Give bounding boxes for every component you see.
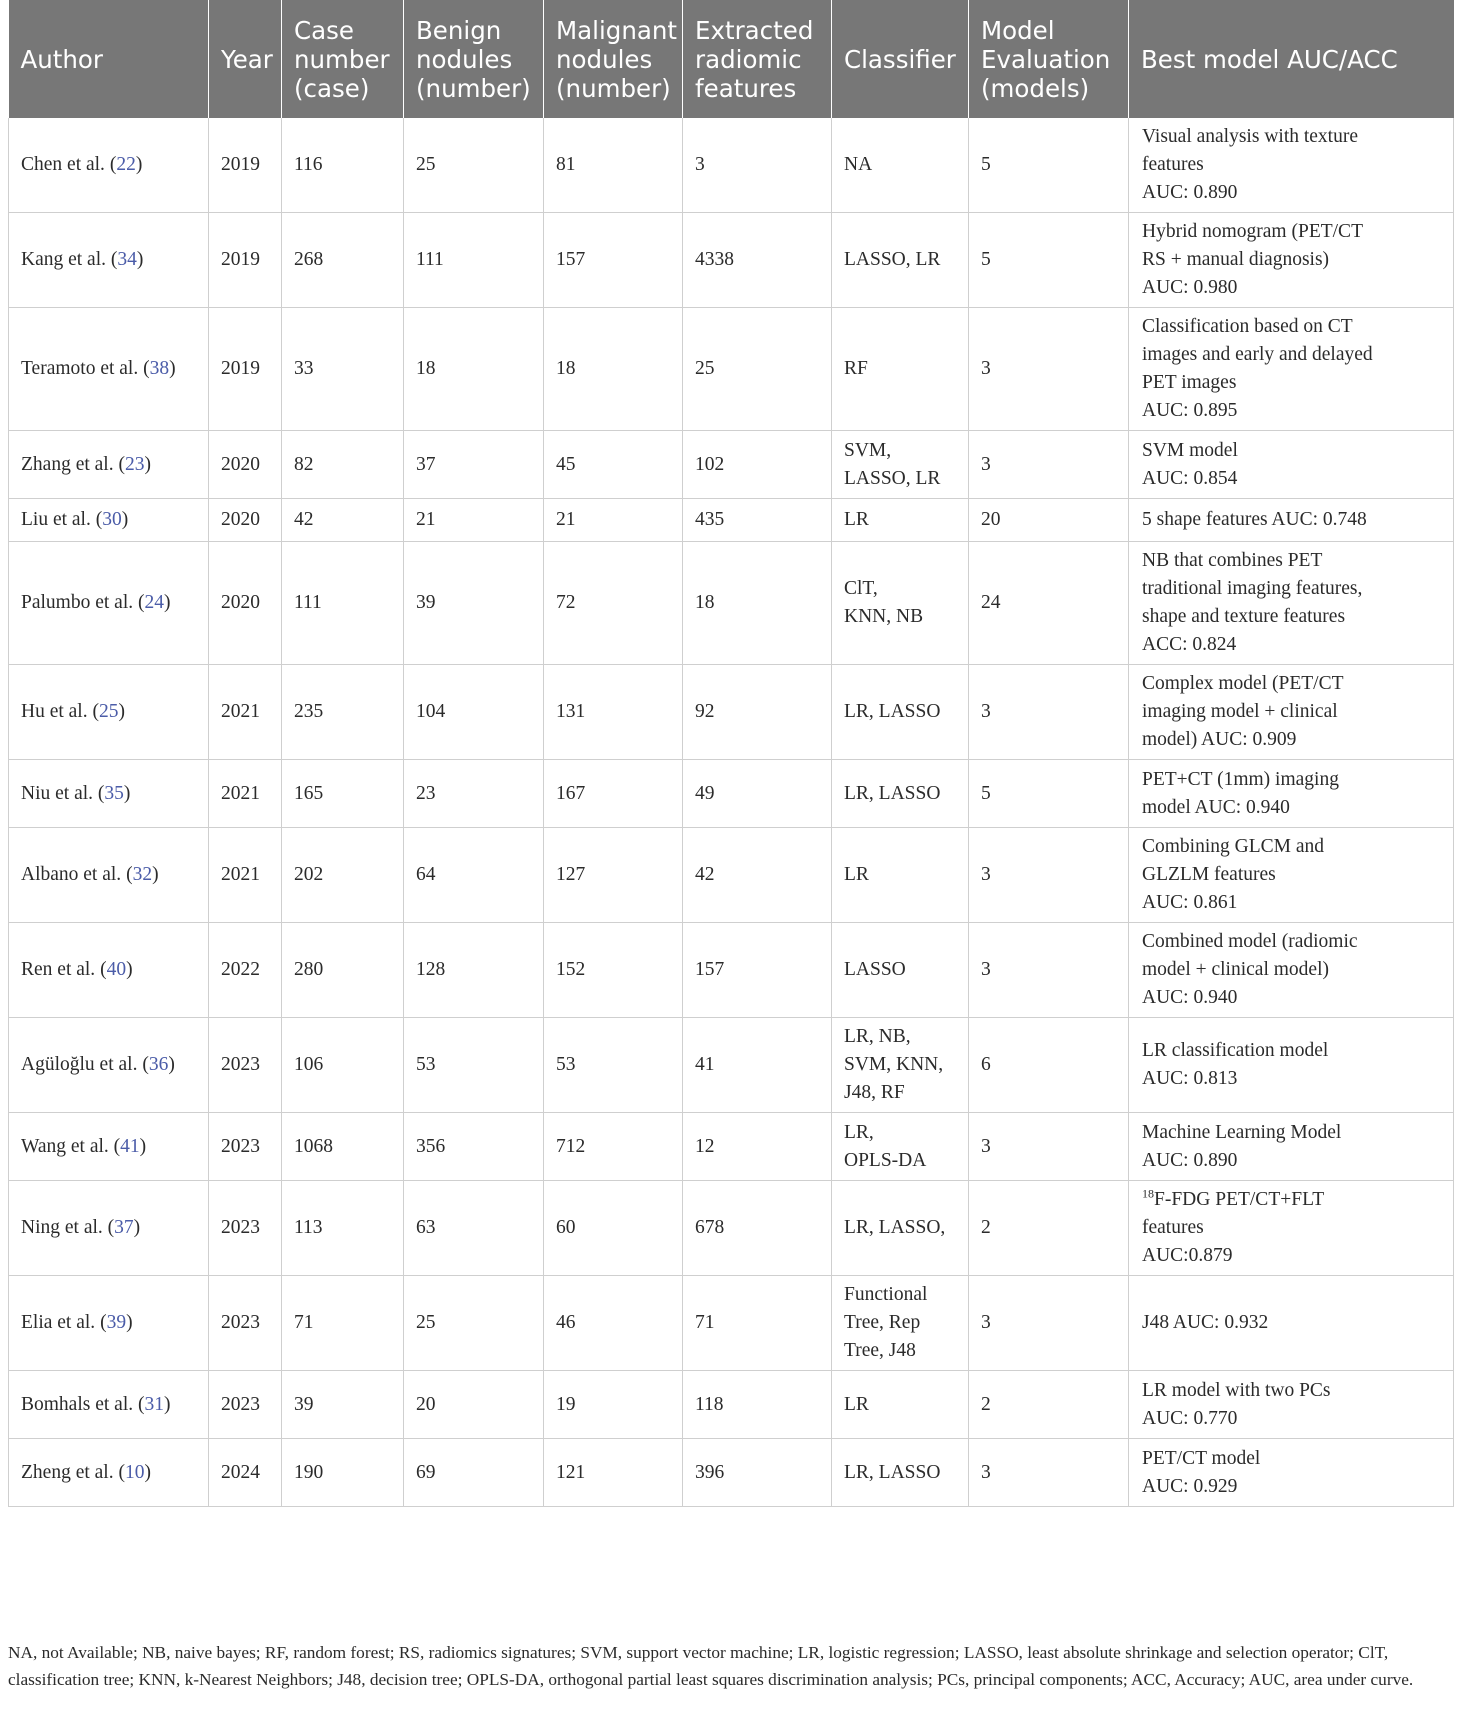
best-model-line: PET/CT model: [1142, 1447, 1261, 1469]
malignant-cell: 21: [544, 499, 683, 542]
classifier-line: LR: [844, 1393, 869, 1415]
classifier-cell: [832, 213, 969, 308]
case-number-cell: 190: [282, 1439, 404, 1507]
best-model-line: PET images: [1142, 372, 1237, 393]
features-cell: 435: [683, 499, 832, 542]
classifier-line: LR: [844, 864, 869, 885]
classifier-line: LASSO, LR: [844, 249, 941, 270]
model-evaluation-cell: 3: [969, 828, 1129, 923]
author-cell: Zhang et al. (23): [9, 431, 209, 499]
reference-link[interactable]: 24: [144, 592, 164, 613]
year-cell: 2020: [209, 431, 282, 499]
classifier-line: Functional: [844, 1284, 928, 1305]
year-cell: 2023: [209, 1113, 282, 1181]
classifier-line: SVM,: [844, 439, 892, 461]
best-model-line: ACC: 0.824: [1142, 634, 1237, 655]
malignant-cell: 18: [544, 308, 683, 431]
classifier-cell: [832, 542, 969, 665]
best-model-cell: [1129, 431, 1454, 499]
year-cell: 2023: [209, 1181, 282, 1276]
header-author: Author: [9, 0, 209, 118]
author-cell: Bomhals et al. (31): [9, 1371, 209, 1439]
case-number-cell: 116: [282, 118, 404, 213]
author-name: Bomhals et al.: [21, 1393, 134, 1415]
model-evaluation-cell: 3: [969, 431, 1129, 499]
reference-link[interactable]: 23: [124, 453, 145, 475]
best-model-line: Machine Learning Model: [1142, 1121, 1342, 1143]
best-model-cell: [1129, 665, 1454, 760]
classifier-cell: [832, 1439, 969, 1507]
classifier-line: LASSO: [844, 959, 906, 980]
reference-link[interactable]: 38: [149, 358, 170, 379]
author-cell: Ren et al. (40): [9, 923, 209, 1018]
best-model-line: RS + manual diagnosis): [1142, 249, 1330, 270]
header-classifier: Classifier: [832, 0, 969, 118]
best-model-line: Combined model (radiomic: [1142, 931, 1358, 952]
author-name: Palumbo et al.: [21, 592, 134, 613]
table-row: [9, 760, 1454, 828]
best-model-line: imaging model + clinical: [1142, 701, 1338, 722]
author-name: Agüloğlu et al.: [21, 1054, 138, 1075]
benign-cell: 63: [404, 1181, 544, 1276]
case-number-cell: 1068: [282, 1113, 404, 1181]
best-model-line: AUC: 0.980: [1142, 277, 1238, 298]
model-evaluation-cell: 3: [969, 1276, 1129, 1371]
best-model-line: F-FDG PET/CT+FLT: [1154, 1189, 1325, 1210]
classifier-line: SVM, KNN,: [844, 1054, 944, 1075]
classifier-line: LASSO, LR: [844, 467, 941, 489]
features-cell: 102: [683, 431, 832, 499]
reference-link[interactable]: 31: [144, 1393, 164, 1415]
benign-cell: 37: [404, 431, 544, 499]
features-cell: 396: [683, 1439, 832, 1507]
best-model-cell: [1129, 1018, 1454, 1113]
model-evaluation-cell: 24: [969, 542, 1129, 665]
classifier-line: Tree, J48: [844, 1340, 916, 1361]
reference-link[interactable]: 40: [106, 959, 127, 980]
features-cell: 3: [683, 118, 832, 213]
reference-link[interactable]: 37: [114, 1217, 134, 1238]
best-model-line: features: [1142, 154, 1204, 175]
best-model-line: Combining GLCM and: [1142, 836, 1325, 857]
best-model-line: GLZLM features: [1142, 864, 1276, 885]
header-year: Year: [209, 0, 282, 118]
author-cell: Albano et al. (32): [9, 828, 209, 923]
year-cell: 2020: [209, 542, 282, 665]
best-model-line: AUC: 0.770: [1142, 1407, 1238, 1429]
table-row: [9, 1113, 1454, 1181]
reference-link[interactable]: 36: [148, 1054, 169, 1075]
classifier-line: LR, LASSO: [844, 1461, 941, 1483]
benign-cell: 53: [404, 1018, 544, 1113]
author-name: Ning et al.: [21, 1217, 103, 1238]
classifier-cell: [832, 1113, 969, 1181]
features-cell: 18: [683, 542, 832, 665]
reference-link[interactable]: 34: [117, 249, 137, 270]
best-model-line: model + clinical model): [1142, 959, 1329, 980]
author-cell: Palumbo et al. (24): [9, 542, 209, 665]
author-name: Ren et al.: [21, 959, 96, 980]
best-model-line: model) AUC: 0.909: [1142, 729, 1297, 750]
reference-link[interactable]: 39: [106, 1312, 127, 1333]
classifier-line: LR, LASSO,: [844, 1217, 946, 1238]
model-evaluation-cell: 3: [969, 308, 1129, 431]
author-cell: Ning et al. (37): [9, 1181, 209, 1276]
classifier-cell: [832, 665, 969, 760]
classifier-line: LR, NB,: [844, 1026, 911, 1047]
benign-cell: 128: [404, 923, 544, 1018]
classifier-cell: [832, 828, 969, 923]
case-number-cell: 235: [282, 665, 404, 760]
author-name: Zheng et al.: [21, 1461, 114, 1483]
author-name: Liu et al.: [21, 509, 91, 530]
best-model-line: Visual analysis with texture: [1142, 126, 1358, 147]
table-footnote: NA, not Available; NB, naive bayes; RF, random forest; RS, radiomics signatures; SVM, support vector machine; LR, logistic regression; LASSO, least absolute shrinkage and selection operator; ClT, classification tree; KNN, k-Nearest Neighbors; J48, decision tree; OPLS-DA, orthogonal partial least squares discrimination analysis; PCs, principal components; ACC, Accuracy; AUC, area under curve.: [8, 1643, 1414, 1689]
best-model-line: NB that combines PET: [1142, 550, 1323, 571]
best-model-line: J48 AUC: 0.932: [1142, 1312, 1269, 1333]
best-model-line: 5 shape features AUC: 0.748: [1142, 509, 1367, 530]
table-row: [9, 213, 1454, 308]
year-cell: 2020: [209, 499, 282, 542]
benign-cell: 356: [404, 1113, 544, 1181]
table-container: [8, 0, 1453, 1507]
best-model-line: Classification based on CT: [1142, 316, 1353, 337]
best-model-cell: [1129, 1371, 1454, 1439]
best-model-cell: [1129, 1181, 1454, 1276]
classifier-line: LR: [844, 509, 869, 530]
features-cell: 4338: [683, 213, 832, 308]
benign-cell: 23: [404, 760, 544, 828]
best-model-line: LR classification model: [1142, 1040, 1329, 1061]
header-best-model: Best model AUC/ACC: [1129, 0, 1454, 118]
classifier-line: NA: [844, 154, 873, 175]
year-cell: 2024: [209, 1439, 282, 1507]
header-row: [9, 0, 1454, 118]
best-model-cell: [1129, 1276, 1454, 1371]
best-model-cell: [1129, 923, 1454, 1018]
case-number-cell: 165: [282, 760, 404, 828]
features-cell: 92: [683, 665, 832, 760]
year-cell: 2019: [209, 308, 282, 431]
case-number-cell: 280: [282, 923, 404, 1018]
classifier-line: LR, LASSO: [844, 782, 941, 804]
features-cell: 41: [683, 1018, 832, 1113]
malignant-cell: 121: [544, 1439, 683, 1507]
year-cell: 2023: [209, 1371, 282, 1439]
author-cell: Zheng et al. (10): [9, 1439, 209, 1507]
case-number-cell: 113: [282, 1181, 404, 1276]
table-row: [9, 431, 1454, 499]
best-model-line: LR model with two PCs: [1142, 1379, 1331, 1401]
case-number-cell: 42: [282, 499, 404, 542]
classifier-cell: [832, 1181, 969, 1276]
benign-cell: 21: [404, 499, 544, 542]
classifier-line: KNN, NB: [844, 606, 924, 627]
classifier-line: J48, RF: [844, 1082, 905, 1103]
best-model-line: AUC:0.879: [1142, 1245, 1233, 1266]
malignant-cell: 19: [544, 1371, 683, 1439]
model-evaluation-cell: 3: [969, 665, 1129, 760]
malignant-cell: 152: [544, 923, 683, 1018]
malignant-cell: 46: [544, 1276, 683, 1371]
best-model-line: traditional imaging features,: [1142, 578, 1363, 599]
best-model-cell: [1129, 1439, 1454, 1507]
classifier-cell: [832, 118, 969, 213]
classifier-cell: [832, 923, 969, 1018]
model-evaluation-cell: 3: [969, 923, 1129, 1018]
reference-link[interactable]: 32: [132, 864, 153, 885]
year-cell: 2021: [209, 760, 282, 828]
malignant-cell: 81: [544, 118, 683, 213]
header-case-number: Case number (case): [282, 0, 404, 118]
classifier-cell: [832, 1018, 969, 1113]
best-model-line: AUC: 0.895: [1142, 400, 1238, 421]
malignant-cell: 157: [544, 213, 683, 308]
reference-link[interactable]: 30: [102, 509, 122, 530]
benign-cell: 111: [404, 213, 544, 308]
best-model-cell: [1129, 828, 1454, 923]
benign-cell: 69: [404, 1439, 544, 1507]
author-cell: Wang et al. (41): [9, 1113, 209, 1181]
best-model-cell: [1129, 118, 1454, 213]
model-evaluation-cell: 3: [969, 1439, 1129, 1507]
case-number-cell: 106: [282, 1018, 404, 1113]
classifier-cell: [832, 1371, 969, 1439]
case-number-cell: 33: [282, 308, 404, 431]
author-cell: Agüloğlu et al. (36): [9, 1018, 209, 1113]
classifier-cell: [832, 760, 969, 828]
superscript: 18: [1142, 1186, 1154, 1201]
table-row: [9, 923, 1454, 1018]
best-model-cell: [1129, 542, 1454, 665]
malignant-cell: 712: [544, 1113, 683, 1181]
year-cell: 2022: [209, 923, 282, 1018]
author-cell: Kang et al. (34): [9, 213, 209, 308]
benign-cell: 25: [404, 1276, 544, 1371]
year-cell: 2021: [209, 665, 282, 760]
model-evaluation-cell: 3: [969, 1113, 1129, 1181]
author-name: Albano et al.: [21, 864, 122, 885]
classifier-line: LR,: [844, 1121, 874, 1143]
classifier-cell: [832, 431, 969, 499]
best-model-line: model AUC: 0.940: [1142, 796, 1290, 818]
author-name: Chen et al.: [21, 154, 105, 175]
best-model-line: AUC: 0.940: [1142, 987, 1238, 1008]
case-number-cell: 82: [282, 431, 404, 499]
table-row: [9, 1181, 1454, 1276]
header-benign-nodules: Benign nodules (number): [404, 0, 544, 118]
author-name: Teramoto et al.: [21, 358, 139, 379]
model-evaluation-cell: 2: [969, 1371, 1129, 1439]
table-row: [9, 499, 1454, 542]
malignant-cell: 72: [544, 542, 683, 665]
reference-link[interactable]: 35: [104, 782, 124, 804]
classifier-cell: [832, 308, 969, 431]
header-malignant-nodules: Malignant nodules (number): [544, 0, 683, 118]
classifier-line: ClT,: [844, 578, 878, 599]
malignant-cell: 53: [544, 1018, 683, 1113]
benign-cell: 64: [404, 828, 544, 923]
case-number-cell: 39: [282, 1371, 404, 1439]
author-cell: Teramoto et al. (38): [9, 308, 209, 431]
best-model-line: AUC: 0.813: [1142, 1068, 1238, 1089]
reference-link[interactable]: 25: [98, 701, 119, 722]
features-cell: 678: [683, 1181, 832, 1276]
author-cell: Elia et al. (39): [9, 1276, 209, 1371]
benign-cell: 18: [404, 308, 544, 431]
model-evaluation-cell: 5: [969, 118, 1129, 213]
year-cell: 2023: [209, 1018, 282, 1113]
benign-cell: 25: [404, 118, 544, 213]
model-evaluation-cell: 20: [969, 499, 1129, 542]
case-number-cell: 202: [282, 828, 404, 923]
author-name: Kang et al.: [21, 249, 107, 270]
malignant-cell: 60: [544, 1181, 683, 1276]
benign-cell: 39: [404, 542, 544, 665]
author-name: Niu et al.: [21, 782, 94, 804]
benign-cell: 20: [404, 1371, 544, 1439]
table-row: [9, 308, 1454, 431]
table-row: [9, 1018, 1454, 1113]
malignant-cell: 45: [544, 431, 683, 499]
features-cell: 71: [683, 1276, 832, 1371]
year-cell: 2019: [209, 118, 282, 213]
author-cell: Chen et al. (22): [9, 118, 209, 213]
features-cell: 49: [683, 760, 832, 828]
table-row: [9, 542, 1454, 665]
table-row: [9, 1371, 1454, 1439]
reference-link[interactable]: 22: [116, 154, 136, 175]
best-model-line: AUC: 0.929: [1142, 1475, 1238, 1497]
table-row: [9, 1276, 1454, 1371]
table-row: [9, 828, 1454, 923]
malignant-cell: 127: [544, 828, 683, 923]
header-model-evaluation: Model Evaluation (models): [969, 0, 1129, 118]
case-number-cell: 268: [282, 213, 404, 308]
author-name: Elia et al.: [21, 1312, 96, 1333]
best-model-line: Hybrid nomogram (PET/CT: [1142, 221, 1363, 242]
best-model-line: AUC: 0.890: [1142, 182, 1238, 203]
classifier-line: Tree, Rep: [844, 1312, 921, 1333]
features-cell: 118: [683, 1371, 832, 1439]
model-evaluation-cell: 6: [969, 1018, 1129, 1113]
case-number-cell: 71: [282, 1276, 404, 1371]
radiomics-studies-table: [8, 0, 1454, 1507]
best-model-line: AUC: 0.890: [1142, 1149, 1238, 1171]
features-cell: 25: [683, 308, 832, 431]
best-model-line: SVM model: [1142, 439, 1238, 461]
year-cell: 2019: [209, 213, 282, 308]
best-model-line: AUC: 0.854: [1142, 467, 1238, 489]
model-evaluation-cell: 2: [969, 1181, 1129, 1276]
model-evaluation-cell: 5: [969, 213, 1129, 308]
table-row: [9, 1439, 1454, 1507]
classifier-cell: [832, 1276, 969, 1371]
best-model-line: features: [1142, 1217, 1204, 1238]
features-cell: 157: [683, 923, 832, 1018]
model-evaluation-cell: 5: [969, 760, 1129, 828]
header-extracted-features: Extracted radiomic features: [683, 0, 832, 118]
best-model-line: PET+CT (1mm) imaging: [1142, 768, 1339, 790]
author-cell: Hu et al. (25): [9, 665, 209, 760]
best-model-cell: [1129, 1113, 1454, 1181]
author-cell: Liu et al. (30): [9, 499, 209, 542]
best-model-line: images and early and delayed: [1142, 344, 1373, 365]
best-model-cell: [1129, 499, 1454, 542]
author-name: Wang et al.: [21, 1135, 109, 1157]
features-cell: 12: [683, 1113, 832, 1181]
best-model-cell: [1129, 760, 1454, 828]
best-model-line: shape and texture features: [1142, 606, 1346, 627]
best-model-cell: [1129, 308, 1454, 431]
classifier-line: RF: [844, 358, 868, 379]
features-cell: 42: [683, 828, 832, 923]
year-cell: 2023: [209, 1276, 282, 1371]
classifier-line: OPLS-DA: [844, 1149, 927, 1171]
author-name: Hu et al.: [21, 701, 88, 722]
reference-link[interactable]: 10: [124, 1461, 145, 1483]
benign-cell: 104: [404, 665, 544, 760]
reference-link[interactable]: 41: [120, 1135, 140, 1157]
year-cell: 2021: [209, 828, 282, 923]
table-row: [9, 118, 1454, 213]
best-model-line: Complex model (PET/CT: [1142, 673, 1344, 694]
classifier-cell: [832, 499, 969, 542]
case-number-cell: 111: [282, 542, 404, 665]
author-cell: Niu et al. (35): [9, 760, 209, 828]
malignant-cell: 167: [544, 760, 683, 828]
best-model-cell: [1129, 213, 1454, 308]
classifier-line: LR, LASSO: [844, 701, 941, 722]
author-name: Zhang et al.: [21, 453, 114, 475]
malignant-cell: 131: [544, 665, 683, 760]
table-row: [9, 665, 1454, 760]
best-model-line: AUC: 0.861: [1142, 892, 1238, 913]
